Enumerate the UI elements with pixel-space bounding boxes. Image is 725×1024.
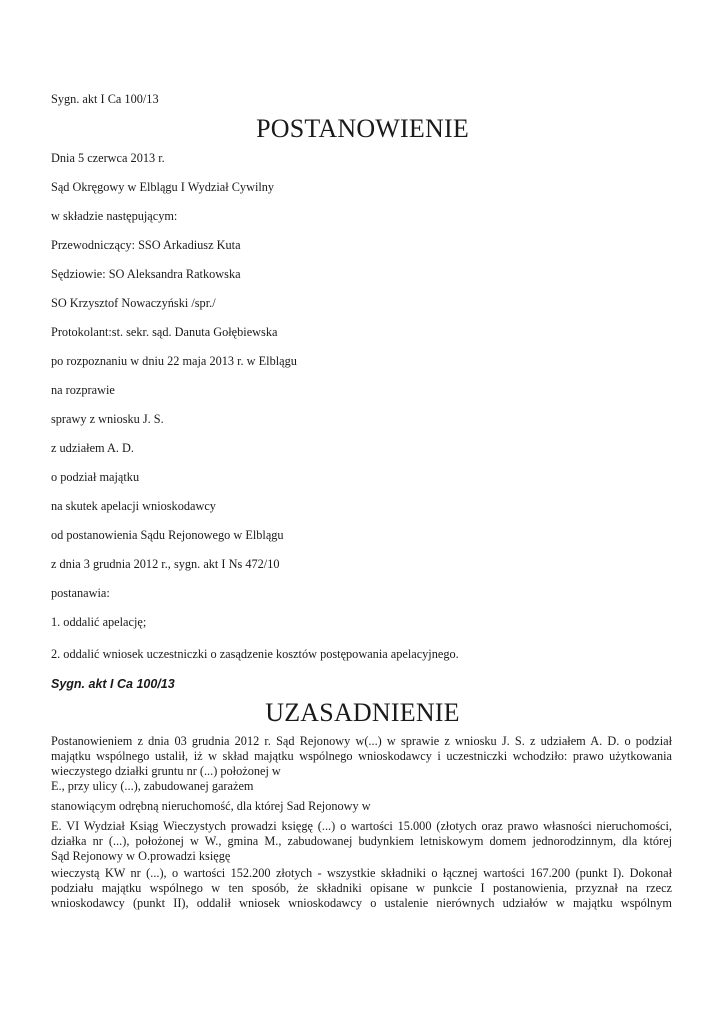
judges: Sędziowie: SO Aleksandra Ratkowska	[51, 267, 241, 281]
case-participant: z udziałem A. D.	[51, 441, 134, 455]
judge-2: SO Krzysztof Nowaczyński /spr./	[51, 296, 216, 310]
justification-line: działka nr (...), położonej w W., gmina M., zabudowanej budynkiem letniskowym domem jednorodzinnym, dla której	[51, 834, 672, 848]
justification-line: wieczystego działki gruntu nr (...) położonej w	[51, 764, 281, 778]
case-applicant: sprawy z wniosku J. S.	[51, 412, 164, 426]
case-reference: Sygn. akt I Ca 100/13	[51, 92, 159, 106]
justification-line: E., przy ulicy (...), zabudowanej garażem	[51, 779, 254, 793]
decision-date: Dnia 5 czerwca 2013 r.	[51, 151, 165, 165]
justification-title: UZASADNIENIE	[265, 698, 460, 727]
ruling-item-2: 2. oddalić wniosek uczestniczki o zasądzenie kosztów postępowania apelacyjnego.	[51, 647, 459, 661]
justification-line: wieczystą KW nr (...), o wartości 152.200 złotych - wszystkie składniki o łącznej wartości 167.200 (punkt I). Dokonał	[51, 866, 672, 880]
composition-intro: w składzie następującym:	[51, 209, 178, 223]
session-type: na rozprawie	[51, 383, 115, 397]
justification-case-reference: Sygn. akt I Ca 100/13	[51, 677, 175, 691]
ruling-item-1: 1. oddalić apelację;	[51, 615, 147, 629]
rules-heading: postanawia:	[51, 586, 110, 600]
document-title: POSTANOWIENIE	[256, 114, 469, 143]
presiding-judge: Przewodniczący: SSO Arkadiusz Kuta	[51, 238, 241, 252]
justification-line: majątku wspólnego ustalił, iż w skład majątku wspólnego wnioskodawcy i uczestniczki wchodziło: prawo użytkowania	[51, 749, 672, 763]
appeal-info: na skutek apelacji wnioskodawcy	[51, 499, 216, 513]
lower-court-reference: z dnia 3 grudnia 2012 r., sygn. akt I Ns 472/10	[51, 557, 280, 571]
justification-line: wnioskodawcy (punkt II), oddalił wniosek wnioskodawcy o ustalenie nierównych udziałów w majątku wspólnym	[51, 896, 672, 910]
justification-line: Sąd Rejonowy w O.prowadzi księgę	[51, 849, 231, 863]
appealed-decision: od postanowienia Sądu Rejonowego w Elblągu	[51, 528, 284, 542]
court-clerk: Protokolant:st. sekr. sąd. Danuta Gołębiewska	[51, 325, 278, 339]
justification-line: stanowiącym odrębną nieruchomość, dla której Sad Rejonowy w	[51, 799, 371, 813]
hearing-info: po rozpoznaniu w dniu 22 maja 2013 r. w Elblągu	[51, 354, 297, 368]
court-name: Sąd Okręgowy w Elblągu I Wydział Cywilny	[51, 180, 275, 194]
justification-line: E. VI Wydział Ksiąg Wieczystych prowadzi księgę (...) o wartości 15.000 (złotych oraz prawo własności nieruchomości,	[51, 819, 672, 833]
justification-line: Postanowieniem z dnia 03 grudnia 2012 r. Sąd Rejonowy w(...) w sprawie z wniosku J. S. z udziałem A. D. o podział	[51, 734, 672, 748]
justification-line: podziału majątku wspólnego w ten sposób, że składniki opisane w punkcie I postanowienia, przyznał na rzecz	[51, 881, 672, 895]
case-subject: o podział majątku	[51, 470, 140, 484]
